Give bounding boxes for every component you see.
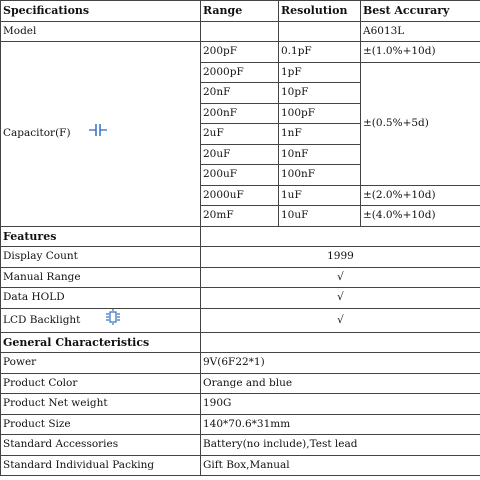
cap-accuracy: ±(2.0%+10d) — [361, 185, 480, 206]
backlight-icon — [106, 309, 120, 332]
general-label: Standard Accessories — [1, 435, 201, 456]
feature-row — [1, 288, 480, 309]
general-value: Battery(no include),Test lead — [201, 435, 480, 456]
model-row — [1, 21, 480, 42]
cap-resolution: 10uF — [279, 206, 361, 227]
capacitor-icon — [89, 123, 107, 144]
general-row — [1, 414, 480, 435]
general-value: 9V(6F22*1) — [201, 353, 480, 374]
header-specifications: Specifications — [1, 1, 201, 22]
cap-range: 2uF — [201, 124, 279, 145]
feature-value: √ — [201, 308, 480, 332]
feature-label: Manual Range — [1, 267, 201, 288]
feature-row — [1, 267, 480, 288]
cap-resolution: 1nF — [279, 124, 361, 145]
cap-range: 200pF — [201, 42, 279, 63]
cap-range: 200nF — [201, 103, 279, 124]
cap-resolution: 0.1pF — [279, 42, 361, 63]
general-value: Gift Box,Manual — [201, 455, 480, 476]
header-range: Range — [201, 1, 279, 22]
cap-resolution: 1pF — [279, 62, 361, 83]
cap-range: 20uF — [201, 144, 279, 165]
general-row — [1, 394, 480, 415]
cap-accuracy: ±(0.5%+5d) — [361, 62, 480, 185]
feature-label: Display Count — [1, 247, 201, 268]
cap-range: 2000uF — [201, 185, 279, 206]
model-range-empty — [201, 21, 279, 42]
cap-range: 200uF — [201, 165, 279, 186]
feature-label: Data HOLD — [1, 288, 201, 309]
features-title-filler — [201, 226, 480, 247]
feature-row — [1, 247, 480, 268]
feature-label: LCD Backlight — [3, 313, 81, 326]
general-section-row — [1, 332, 480, 353]
general-value: 190G — [201, 394, 480, 415]
capacitor-label-cell — [1, 42, 201, 227]
feature-value: √ — [201, 267, 480, 288]
cap-accuracy: ±(4.0%+10d) — [361, 206, 480, 227]
model-resolution-empty — [279, 21, 361, 42]
features-title: Features — [1, 226, 201, 247]
general-title: General Characteristics — [1, 332, 201, 353]
cap-resolution: 10nF — [279, 144, 361, 165]
general-label: Product Size — [1, 414, 201, 435]
cap-accuracy: ±(1.0%+10d) — [361, 42, 480, 63]
model-value: A6013L — [361, 21, 480, 42]
general-label: Product Color — [1, 373, 201, 394]
feature-value: √ — [201, 288, 480, 309]
header-row — [1, 1, 480, 22]
cap-range: 2000pF — [201, 62, 279, 83]
general-value: Orange and blue — [201, 373, 480, 394]
capacitor-row — [1, 42, 480, 63]
general-label: Standard Individual Packing — [1, 455, 201, 476]
features-section-row — [1, 226, 480, 247]
header-resolution: Resolution — [279, 1, 361, 22]
header-accuracy: Best Accurary — [361, 1, 480, 22]
general-label: Power — [1, 353, 201, 374]
feature-value: 1999 — [201, 247, 480, 268]
cap-resolution: 100nF — [279, 165, 361, 186]
cap-range: 20mF — [201, 206, 279, 227]
feature-row — [1, 308, 480, 332]
cap-resolution: 1uF — [279, 185, 361, 206]
general-row — [1, 435, 480, 456]
model-label: Model — [1, 21, 201, 42]
general-row — [1, 373, 480, 394]
general-label: Product Net weight — [1, 394, 201, 415]
cap-resolution: 10pF — [279, 83, 361, 104]
feature-label-cell — [1, 308, 201, 332]
cap-resolution: 100pF — [279, 103, 361, 124]
general-row — [1, 353, 480, 374]
general-title-filler — [201, 332, 480, 353]
general-value: 140*70.6*31mm — [201, 414, 480, 435]
general-row — [1, 455, 480, 476]
cap-range: 20nF — [201, 83, 279, 104]
capacitor-label: Capacitor(F) — [3, 127, 71, 140]
